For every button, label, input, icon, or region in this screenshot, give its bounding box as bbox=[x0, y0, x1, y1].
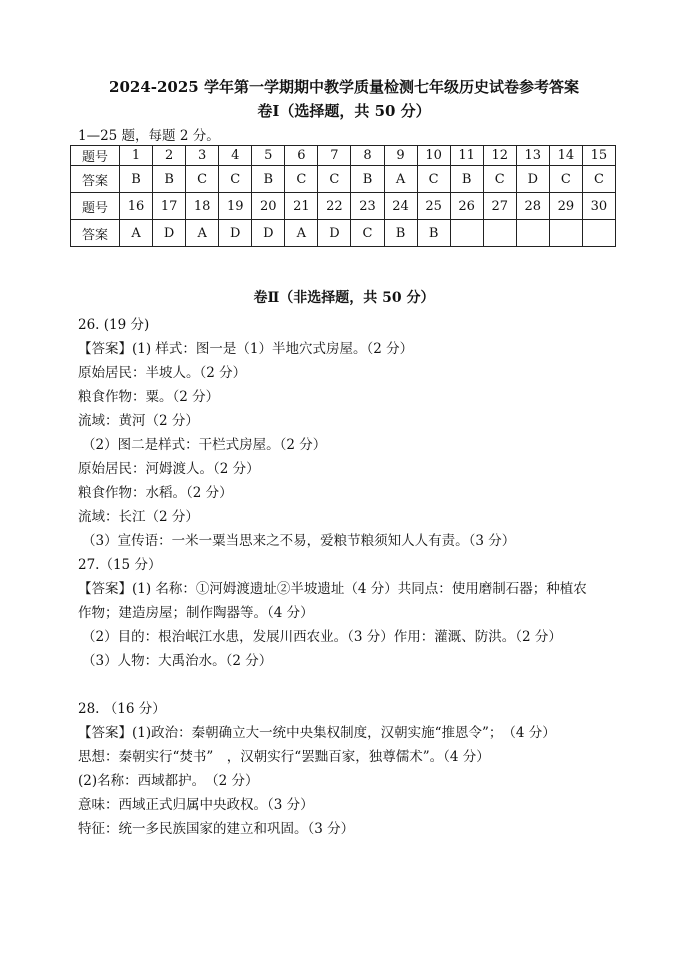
answer-line: （3）人物：大禹治水。（2 分） bbox=[82, 653, 273, 669]
table-cell: 24 bbox=[384, 193, 417, 220]
table-cell: C bbox=[219, 166, 252, 193]
answer-line: 粮食作物：水稻。（2 分） bbox=[78, 485, 233, 501]
table-cell: 5 bbox=[252, 146, 285, 166]
table-cell: 10 bbox=[417, 146, 450, 166]
table-row bbox=[71, 193, 616, 220]
table-cell: C bbox=[549, 166, 582, 193]
table-cell: 6 bbox=[285, 146, 318, 166]
table-cell: 14 bbox=[549, 146, 582, 166]
table-cell: C bbox=[351, 220, 384, 247]
answer-line: 意味：西域正式归属中央政权。（3 分） bbox=[78, 797, 314, 813]
table-cell: 1 bbox=[120, 146, 153, 166]
table-cell bbox=[516, 220, 549, 247]
table-cell: C bbox=[186, 166, 219, 193]
table-cell: A bbox=[186, 220, 219, 247]
answer-line: 【答案】(1) 样式：图一是（1）半地穴式房屋。（2 分） bbox=[78, 341, 414, 357]
table-cell: 17 bbox=[153, 193, 186, 220]
answer-line: 粮食作物：粟。（2 分） bbox=[78, 389, 220, 405]
table-row bbox=[71, 220, 616, 247]
table-cell: 7 bbox=[318, 146, 351, 166]
table-cell: 12 bbox=[483, 146, 516, 166]
answer-line: 27.（15 分） bbox=[78, 557, 162, 573]
table-cell: B bbox=[153, 166, 186, 193]
table-cell: 题号 bbox=[71, 193, 120, 220]
answer-line: 原始居民：半坡人。（2 分） bbox=[78, 365, 247, 381]
table-cell: 15 bbox=[582, 146, 615, 166]
table-cell: C bbox=[285, 166, 318, 193]
answer-table bbox=[70, 145, 616, 247]
table-cell: 29 bbox=[549, 193, 582, 220]
table-cell: B bbox=[252, 166, 285, 193]
table-cell: 26 bbox=[450, 193, 483, 220]
answer-line: 特征：统一多民族国家的建立和巩固。（3 分） bbox=[78, 821, 355, 837]
table-cell: 13 bbox=[516, 146, 549, 166]
table-cell: B bbox=[450, 166, 483, 193]
answer-line: 作物；建造房屋；制作陶器等。（4 分） bbox=[78, 605, 314, 621]
answer-line: 流域：黄河（2 分） bbox=[78, 413, 199, 429]
answer-line: （2）目的：根治岷江水患，发展川西农业。（3 分）作用：灌溉、防洪。（2 分） bbox=[82, 629, 562, 645]
table-cell: 27 bbox=[483, 193, 516, 220]
table-cell: B bbox=[120, 166, 153, 193]
answer-line: 28. （16 分） bbox=[78, 701, 166, 717]
table-cell: A bbox=[384, 166, 417, 193]
table-cell: 22 bbox=[318, 193, 351, 220]
answer-line: （3）宣传语：一米一粟当思来之不易，爱粮节粮须知人人有责。（3 分） bbox=[82, 533, 516, 549]
table-cell bbox=[450, 220, 483, 247]
table-cell: D bbox=[153, 220, 186, 247]
table-cell: 28 bbox=[516, 193, 549, 220]
table-cell: D bbox=[219, 220, 252, 247]
table-row bbox=[71, 146, 616, 166]
table-row bbox=[71, 166, 616, 193]
table-cell: 2 bbox=[153, 146, 186, 166]
table-cell: 11 bbox=[450, 146, 483, 166]
table-cell: A bbox=[285, 220, 318, 247]
table-cell: D bbox=[318, 220, 351, 247]
section1-title: 卷Ⅰ（选择题，共 50 分） bbox=[257, 102, 431, 120]
table-cell: B bbox=[417, 220, 450, 247]
table-cell: C bbox=[417, 166, 450, 193]
table-cell: B bbox=[384, 220, 417, 247]
table-cell: 16 bbox=[120, 193, 153, 220]
table-cell: 3 bbox=[186, 146, 219, 166]
answer-line: 【答案】(1)政治：秦朝确立大一统中央集权制度，汉朝实施“推恩令”； （4 分） bbox=[78, 725, 556, 741]
table-cell: 8 bbox=[351, 146, 384, 166]
answer-line: 【答案】(1) 名称：①河姆渡遗址②半坡遗址（4 分）共同点：使用磨制石器；种植农 bbox=[78, 581, 587, 597]
table-cell: A bbox=[120, 220, 153, 247]
table-cell: 4 bbox=[219, 146, 252, 166]
table-cell: D bbox=[252, 220, 285, 247]
document-title: 2024-2025 学年第一学期期中教学质量检测七年级历史试卷参考答案 bbox=[109, 78, 579, 96]
table-cell: 题号 bbox=[71, 146, 120, 166]
answer-line: 原始居民：河姆渡人。（2 分） bbox=[78, 461, 260, 477]
table-cell: C bbox=[582, 166, 615, 193]
table-cell bbox=[582, 220, 615, 247]
answer-line: （2）图二是样式：干栏式房屋。（2 分） bbox=[82, 437, 327, 453]
table-cell bbox=[483, 220, 516, 247]
table-cell: D bbox=[516, 166, 549, 193]
table-cell: 19 bbox=[219, 193, 252, 220]
answer-line: 思想：秦朝实行“焚书” ，汉朝实行“罢黜百家，独尊儒术”。（4 分） bbox=[78, 749, 490, 765]
table-cell: C bbox=[318, 166, 351, 193]
table-cell: C bbox=[483, 166, 516, 193]
table-cell: 18 bbox=[186, 193, 219, 220]
table-cell: B bbox=[351, 166, 384, 193]
table-cell: 9 bbox=[384, 146, 417, 166]
table-cell: 答案 bbox=[71, 166, 120, 193]
table-cell: 25 bbox=[417, 193, 450, 220]
answer-line: (2)名称：西域都护。 （2 分） bbox=[78, 773, 259, 789]
table-cell: 答案 bbox=[71, 220, 120, 247]
answer-line: 流域：长江（2 分） bbox=[78, 509, 199, 525]
answer-line: 26. (19 分) bbox=[78, 317, 150, 333]
section1-note: 1—25 题，每题 2 分。 bbox=[78, 128, 220, 144]
table-cell: 30 bbox=[582, 193, 615, 220]
section2-title: 卷Ⅱ（非选择题，共 50 分） bbox=[253, 290, 435, 306]
table-cell: 23 bbox=[351, 193, 384, 220]
table-cell: 20 bbox=[252, 193, 285, 220]
table-cell: 21 bbox=[285, 193, 318, 220]
table-cell bbox=[549, 220, 582, 247]
